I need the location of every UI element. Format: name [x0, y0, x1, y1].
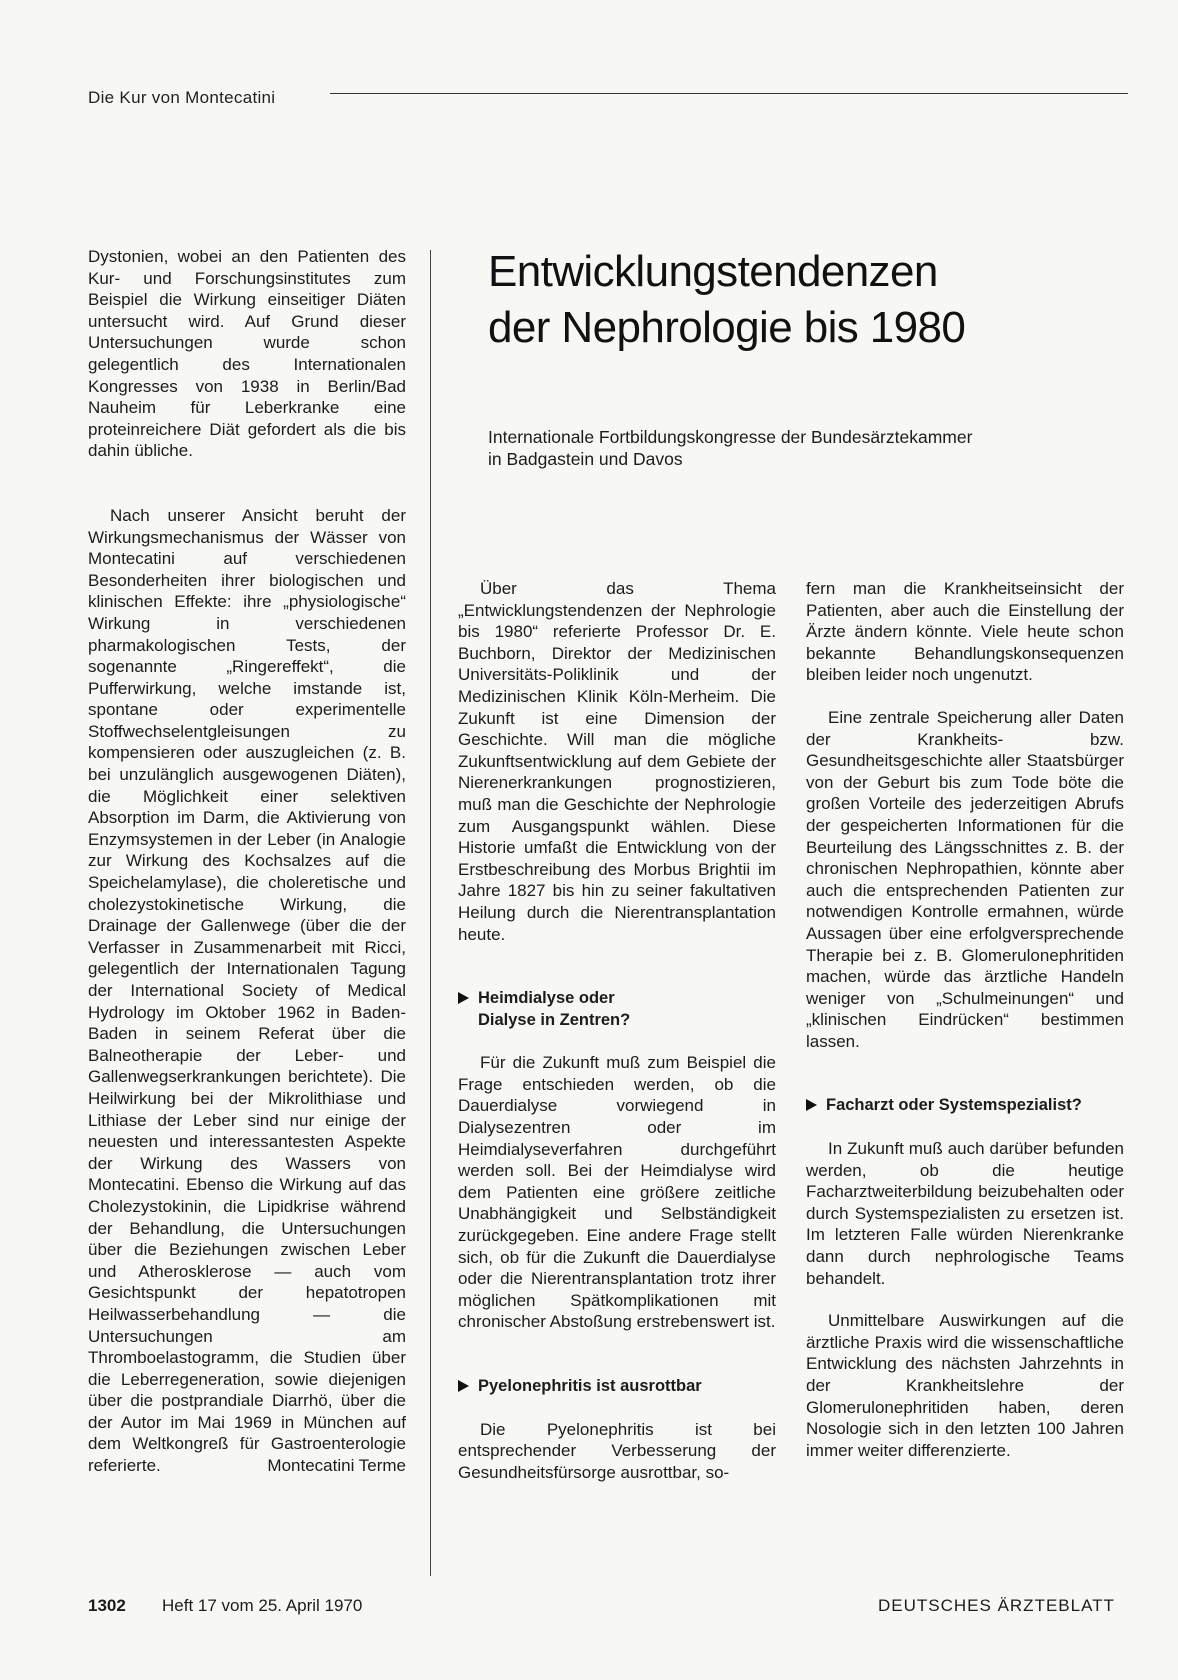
- speicherung-paragraph: Eine zentrale Speicherung aller Daten der Krankheits- bzw. Gesundheitsgeschichte aller Staatsbürger von der Geburt bis zum Tode böte die großen Vorteile des jederzeitigen Abrufs der gespeicherten Informationen für die Beurteilung des Längsschnittes z. B. der chronischen Nephropathien, könnte aber auch die entsprechenden Patienten zur notwendigen Kontrolle ermahnen, würde Aussagen über eine erfolgversprechende Therapie bei z. B. Glomerulonephritiden machen, würde das ärztliche Handeln weniger von „Schulmeinungen“ und „klinischen Eindrücken“ bestimmen lassen.: [806, 707, 1124, 1051]
- article-subtitle: [488, 426, 1108, 470]
- author-location: Montecatini Terme: [267, 1456, 406, 1476]
- subheading-heimdialyse-line-1: Heimdialyse oder: [478, 989, 615, 1008]
- left-column: [88, 246, 406, 1477]
- continuation-paragraph: fern man die Krankheitseinsicht der Patienten, aber auch die Einstellung der Ärzte ändern könnte. Viele heute schon bekannte Behandlungskonsequenzen bleiben leider noch ungenutzt.: [806, 579, 1124, 685]
- article-title: [488, 244, 1108, 356]
- left-paragraph-2: [88, 505, 406, 1477]
- article-title-line-1: Entwicklungstendenzen: [488, 247, 938, 296]
- right-column: [806, 578, 1124, 1461]
- journal-name: DEUTSCHES ÄRZTEBLATT: [878, 1596, 1115, 1615]
- subheading-heimdialyse-line-2: Dialyse in Zentren?: [478, 1010, 631, 1029]
- page-number: 1302: [88, 1596, 126, 1615]
- triangle-bullet-icon: [458, 992, 469, 1004]
- triangle-bullet-icon: [458, 1380, 469, 1392]
- column-divider: [430, 250, 431, 1576]
- article-subtitle-line-2: in Badgastein und Davos: [488, 449, 683, 469]
- issue-info: Heft 17 vom 25. April 1970: [162, 1596, 363, 1615]
- article-subtitle-line-1: Internationale Fortbildungskongresse der Bundesärztekammer: [488, 427, 973, 447]
- subheading-heimdialyse: [458, 988, 776, 1031]
- facharzt-paragraph: In Zukunft muß auch darüber befunden werden, ob die heutige Facharztweiterbildung beizubehalten oder durch Systemspezialisten zu ersetzen ist. Im letzteren Falle würden Nierenkranke dann durch nephrologische Teams behandelt.: [806, 1139, 1124, 1288]
- subheading-facharzt-text: Facharzt oder Systemspezialist?: [826, 1096, 1082, 1115]
- running-head: Die Kur von Montecatini: [88, 88, 276, 107]
- auswirkungen-paragraph: Unmittelbare Auswirkungen auf die ärztliche Praxis wird die wissenschaftliche Entwicklung des nächsten Jahrzehnts in der Krankheitslehre der Glomerulonephritiden haben, deren Nosologie sich in den letzten 100 Jahren immer weiter differenzierte.: [806, 1311, 1124, 1460]
- left-paragraph-1: Dystonien, wobei an den Patienten des Kur- und Forschungsinstitutes zum Beispiel die Wirkung einseitiger Diäten untersucht wird. Auf Grund dieser Untersuchungen wurde schon gelegentlich des Internationalen Kongresses von 1938 in Berlin/Bad Nauheim für Leberkranke eine proteinreichere Diät gefordert als die bis dahin übliche.: [88, 247, 406, 461]
- header-rule: [330, 93, 1128, 94]
- pyelonephritis-paragraph: Die Pyelonephritis ist bei entsprechender Verbesserung der Gesundheitsfürsorge ausrottbar, so-: [458, 1419, 776, 1482]
- article-title-line-2: der Nephrologie bis 1980: [488, 303, 966, 352]
- middle-column: [458, 578, 776, 1483]
- heimdialyse-paragraph: Für die Zukunft muß zum Beispiel die Frage entschieden werden, ob die Dauerdialyse vorwiegend in Dialysezentren oder im Heimdialyseverfahren durchgeführt werden soll. Bei der Heimdialyse wird dem Patienten eine größere zeitliche Unabhängigkeit und Selbständigkeit zurückgegeben. Eine andere Frage stellt sich, ob für die Zukunft die Dauerdialyse oder die Nierentransplantation trotz ihrer möglichen Spätkomplikationen mit chronischer Abstoßung erstrebenswert ist.: [458, 1053, 776, 1332]
- intro-paragraph: Über das Thema „Entwicklungstendenzen der Nephrologie bis 1980“ referierte Professor Dr. E. Buchborn, Direktor der Medizinischen Universitäts-Poliklinik und der Medizinischen Klinik Köln-Merheim. Die Zukunft ist eine Dimension der Geschichte. Will man die mögliche Zukunftsentwicklung auf dem Gebiete der Nierenerkrankungen prognostizieren, muß man die Geschichte der Nephrologie zum Ausgangspunkt wählen. Diese Historie umfaßt die Entwicklung von der Erstbeschreibung des Morbus Brightii im Jahre 1827 bis hin zu seiner fakultativen Heilung durch die Nierentransplantation heute.: [458, 579, 776, 944]
- left-paragraph-2-text: Nach unserer Ansicht beruht der Wirkungsmechanismus der Wässer von Montecatini auf verschiedenen Besonderheiten ihrer biologischen und klinischen Effekte: ihre „physiologische“ Wirkung in verschiedenen pharmakologischen Tests, der sogenannte „Ringereffekt“, die Pufferwirkung, welche imstande ist, spontane oder experimentelle Stoffwechselentgleisungen zu kompensieren oder auszugleichen (z. B. bei unzulänglich ausgewogenen Diäten), die Möglichkeit einer selektiven Absorption im Darm, die Aktivierung von Enzymsystemen in der Leber (in Analogie zur Wirkung des Kochsalzes auf die Speichelamylase), die choleretische und cholezystokinetische Wirkung, die Drainage der Gallenwege (über die der Verfasser in Zusammenarbeit mit Ricci, gelegentlich der Internationalen Tagung der International Society of Medical Hydrology im Oktober 1962 in Baden-Baden in seinem Referat über die Balneotherapie der Leber- und Gallenwegserkrankungen berichtete). Die Heilwirkung bei der Mikrolithiase und Lithiase der Leber sind nur einige der neuesten und interessantesten Aspekte der Wirkung des Wassers von Montecatini. Ebenso die Wirkung auf das Cholezystokinin, die Lipidkrise während der Behandlung, die Untersuchungen über die Beziehungen zwischen Leber und Atherosklerose — auch vom Gesichtspunkt der hepatotropen Heilwasserbehandlung — die Untersuchungen am Thromboelastogramm, die Studien über die Leberregeneration, sowie diejenigen über die postprandiale Diarrhö, über die der Autor im Mai 1969 in München auf dem Weltkongreß für Gastroenterologie referierte.: [88, 505, 406, 1476]
- subheading-facharzt: [806, 1095, 1124, 1117]
- subheading-pyelonephritis: [458, 1376, 776, 1398]
- triangle-bullet-icon: [806, 1099, 817, 1111]
- subheading-pyelonephritis-text: Pyelonephritis ist ausrottbar: [478, 1377, 702, 1395]
